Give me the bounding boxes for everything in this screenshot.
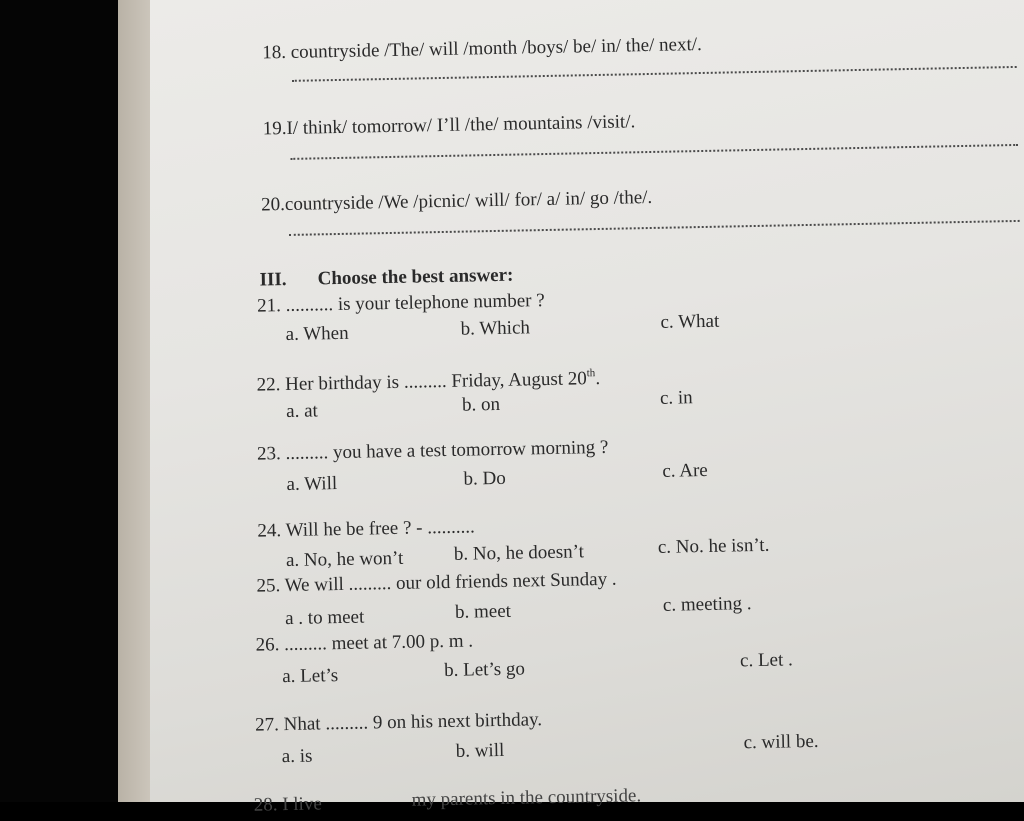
q21-option-b: b. Which [460, 317, 531, 340]
answer-line-19 [290, 144, 1018, 160]
q24-option-c: c. No. he isn’t. [657, 534, 770, 558]
q27-option-b: b. will [455, 739, 505, 762]
q26-option-c: c. Let . [739, 649, 793, 672]
q23-option-c: c. Are [662, 459, 708, 482]
q24-option-a: a. No, he won’t [285, 547, 404, 572]
question-28-end: my parents in the countryside. [411, 785, 642, 811]
question-27: 27. Nhat ......... 9 on his next birthday. [254, 709, 543, 736]
q22-option-a: a. at [285, 400, 319, 423]
q25-option-c: c. meeting . [662, 593, 752, 616]
q24-option-b: b. No, he doesn’t [453, 541, 585, 565]
q25-option-a: a . to meet [284, 606, 365, 630]
section-numeral: III. [259, 268, 287, 291]
q21-option-c: c. What [660, 310, 720, 333]
q26-option-b: b. Let’s go [443, 658, 526, 682]
reorder-20: 20.countryside /We /picnic/ will/ for/ a/ in/ go /the/. [260, 186, 653, 216]
q27-option-a: a. is [281, 745, 313, 768]
question-25: 25. We will ......... our old friends next Sunday . [256, 568, 617, 597]
question-22 [256, 362, 600, 397]
answer-line-18 [292, 66, 1017, 82]
q22-stem: 22. Her birthday is ......... Friday, August 20 [256, 368, 587, 396]
q22-option-c: c. in [659, 387, 693, 409]
q27-option-c: c. will be. [743, 730, 819, 754]
answer-line-20 [289, 220, 1020, 236]
reorder-19: 19.I/ think/ tomorrow/ I’ll /the/ mountains /visit/. [262, 111, 636, 140]
q22-stem-end: . [595, 367, 601, 390]
question-26: 26. ......... meet at 7.00 p. m . [255, 630, 474, 656]
question-21: 21. .......... is your telephone number ? [256, 290, 545, 317]
section-title: Choose the best answer: [317, 264, 514, 290]
question-23: 23. ......... you have a test tomorrow morning ? [256, 436, 609, 465]
q23-option-b: b. Do [463, 467, 506, 490]
question-24: 24. Will he be free ? - .......... [257, 516, 475, 542]
q23-option-a: a. Will [286, 473, 338, 496]
q25-option-b: b. meet [454, 600, 512, 623]
q22-option-b: b. on [461, 393, 501, 416]
question-28-start: 28. I live [253, 793, 322, 816]
q22-ordinal-suffix: th [586, 367, 596, 380]
q26-option-a: a. Let’s [282, 665, 339, 688]
reorder-18: 18. countryside /The/ will /month /boys/ be/ in/ the/ next/. [262, 33, 702, 64]
q21-option-a: a. When [285, 322, 349, 346]
